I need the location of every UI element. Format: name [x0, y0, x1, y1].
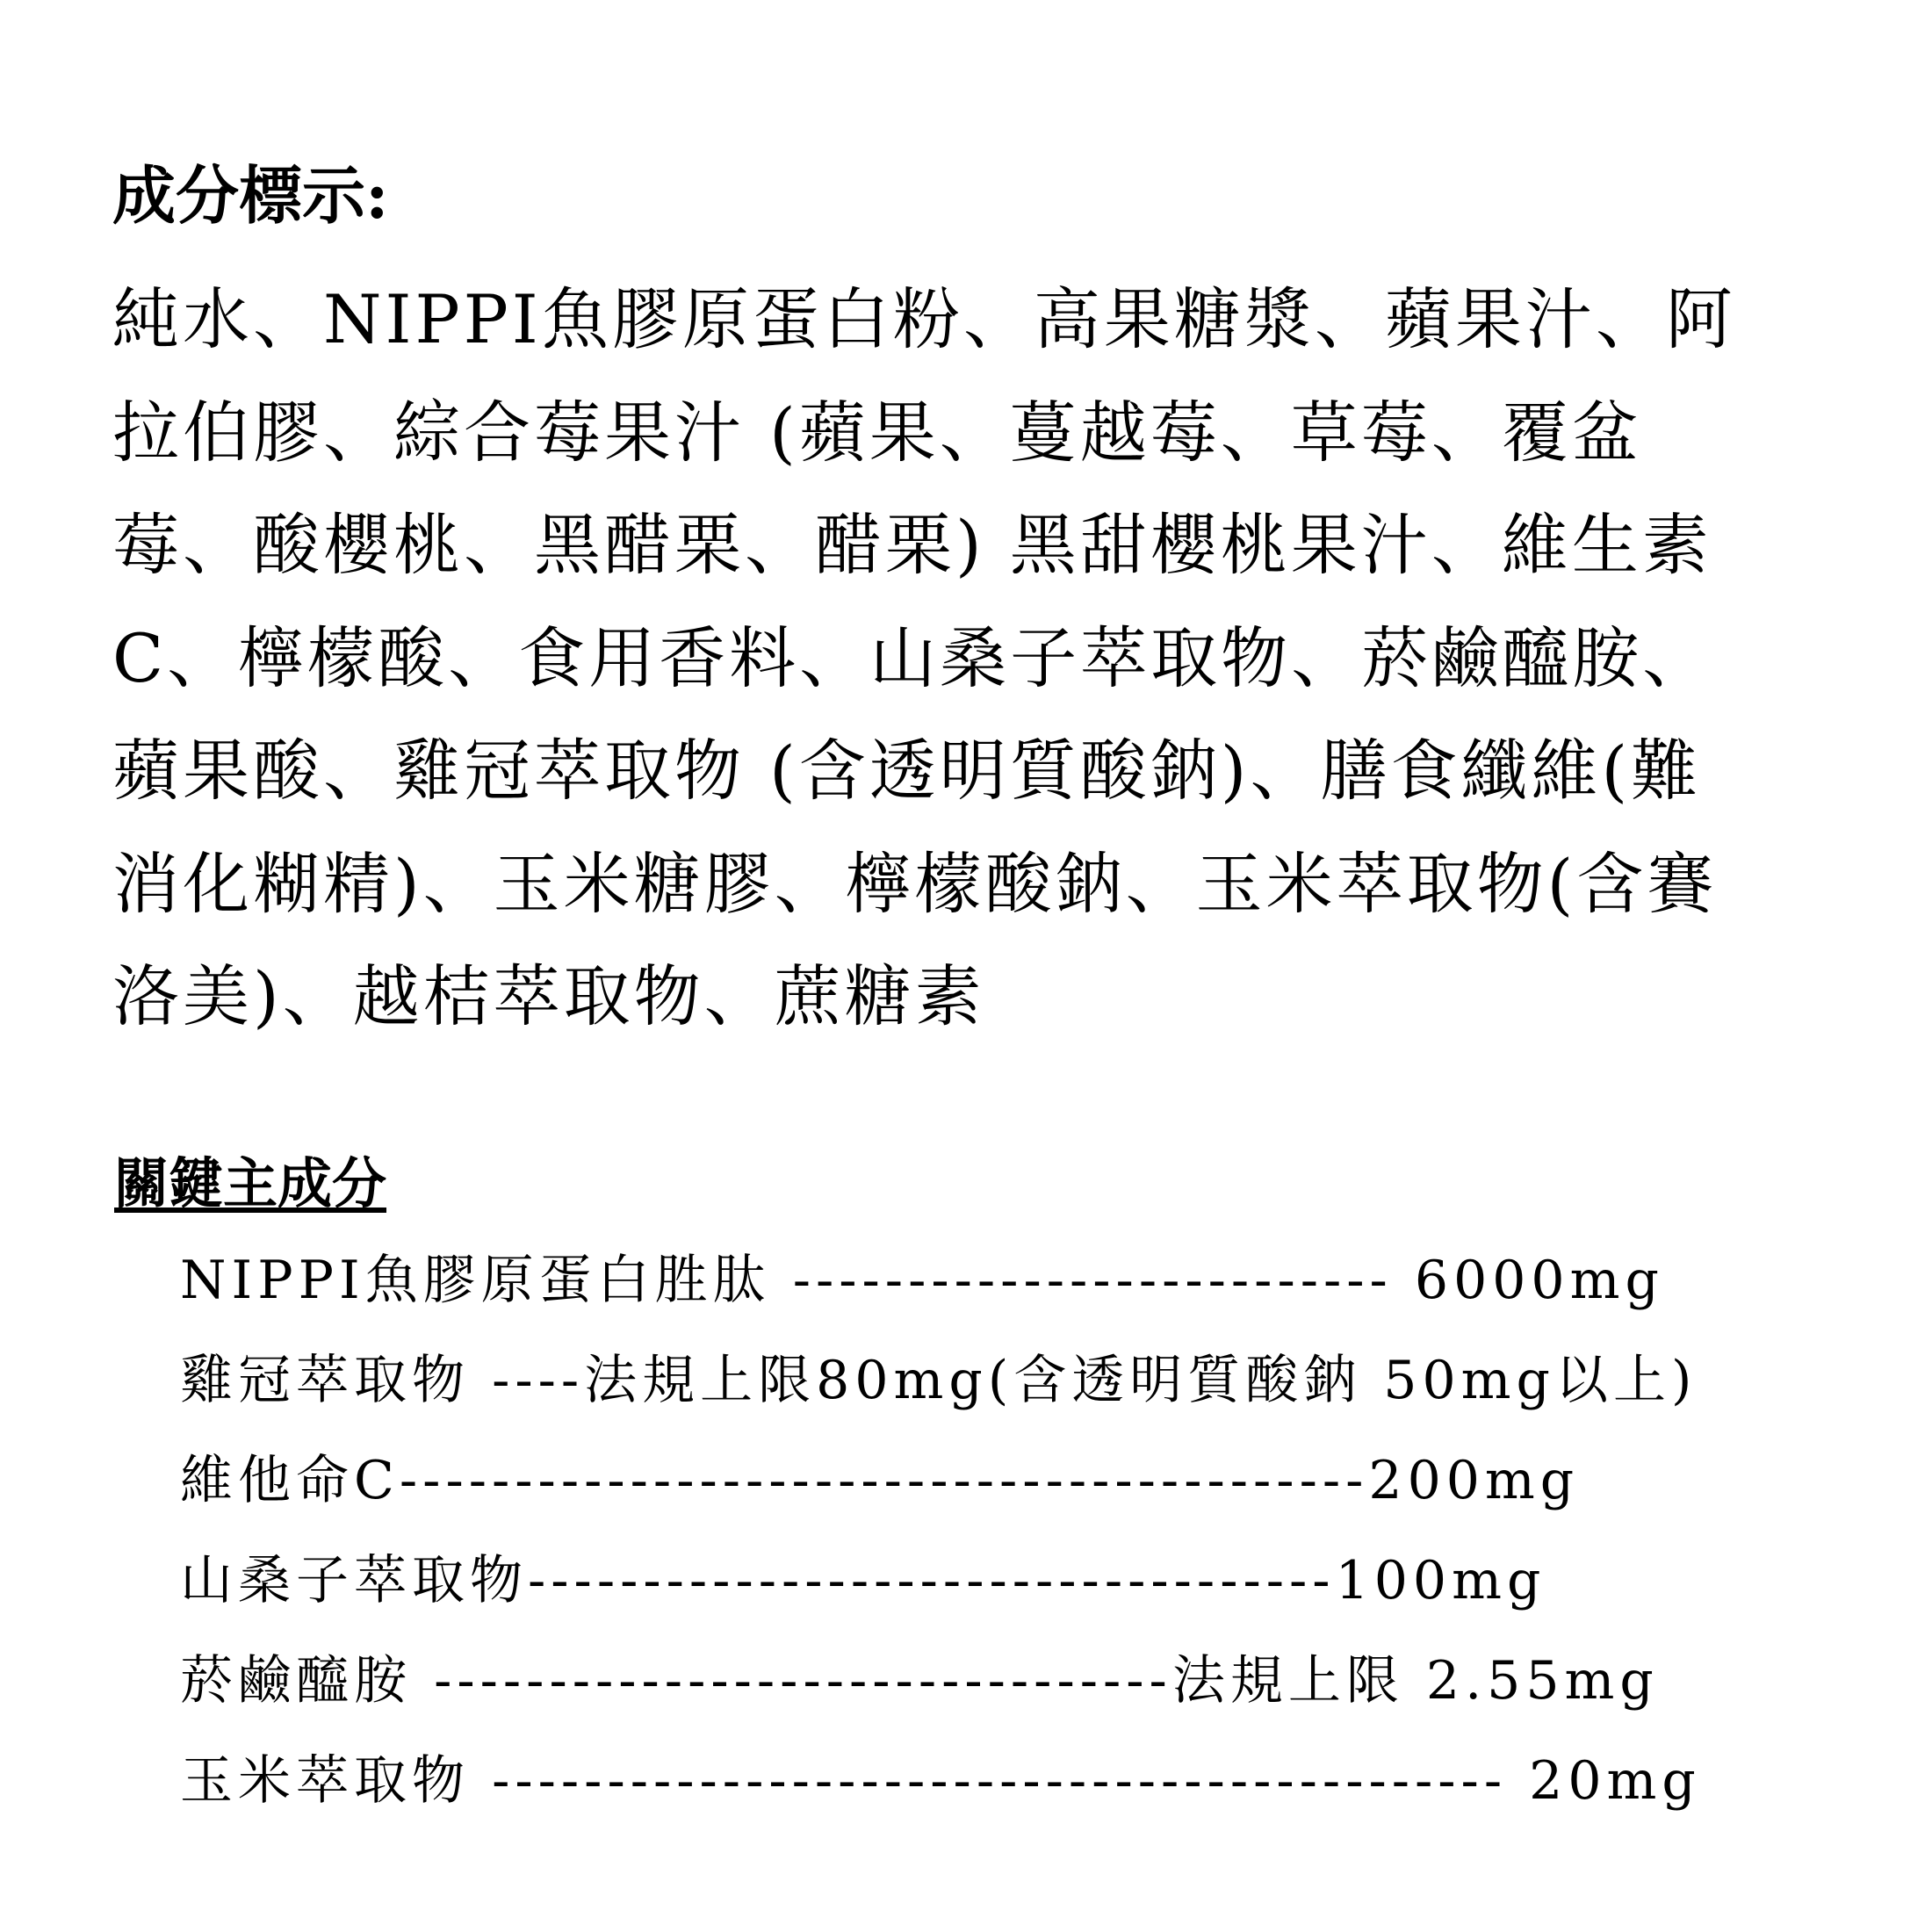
- ingredients-line: 純水、NIPPI魚膠原蛋白粉、高果糖漿、蘋果汁、阿: [112, 280, 1736, 358]
- ingredients-line: 蘋果酸、雞冠萃取物 (含透明質酸鈉)、膳食纖維(難: [112, 732, 1702, 810]
- key-ingredient-row: 山桑子萃取物-----------------------------------100mg: [180, 1550, 1546, 1611]
- key-ingredients-list: [180, 1245, 1849, 1846]
- key-ingredient-row: NIPPI魚膠原蛋白胜肽 -------------------------- 6000mg: [180, 1250, 1664, 1311]
- key-ingredients-title: 關鍵主成分: [114, 1151, 387, 1215]
- ingredients-line: 消化糊精)、玉米糖膠、檸檬酸鈉、玉米萃取物(含賽: [112, 844, 1718, 923]
- ingredients-line: 拉伯膠、綜合莓果汁 (蘋果、蔓越莓、草莓、覆盆: [112, 393, 1642, 472]
- key-ingredient-row: 玉米萃取物 -------------------------------------------- 20mg: [180, 1750, 1701, 1812]
- ingredients-line: 洛美)、越桔萃取物、蔗糖素: [112, 957, 985, 1035]
- ingredients-title: 成分標示:: [112, 158, 389, 233]
- key-ingredient-row: 菸鹼醯胺 --------------------------------法規上限 2.55mg: [180, 1650, 1659, 1712]
- key-ingredient-row: 維他命C------------------------------------------200mg: [180, 1450, 1580, 1511]
- ingredients-line: C、檸檬酸、食用香料、山桑子萃取物、菸鹼醯胺、: [112, 618, 1713, 697]
- ingredients-line: 莓、酸櫻桃、黑醋栗、醋栗) 黑甜櫻桃果汁、維生素: [112, 506, 1712, 584]
- key-ingredient-row: 雞冠萃取物 ----法規上限80mg(含透明質酸鈉 50mg以上): [180, 1350, 1698, 1411]
- ingredients-paragraph: [112, 263, 1835, 1054]
